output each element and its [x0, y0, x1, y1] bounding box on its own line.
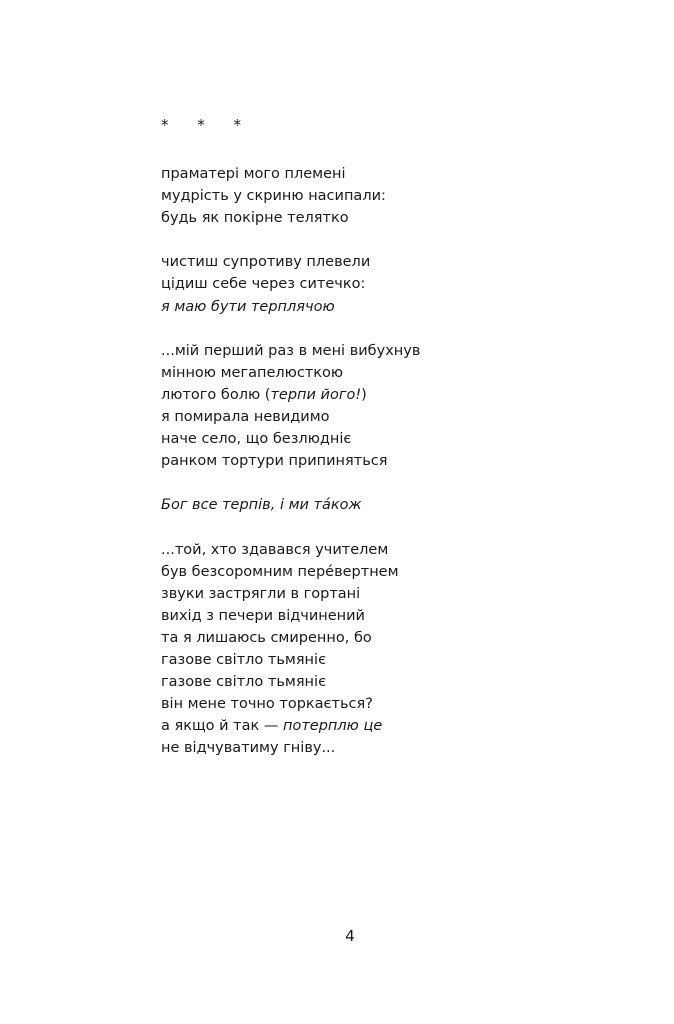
stanza-5	[161, 539, 621, 760]
poem-line-italic: я маю бути терплячою	[161, 298, 335, 315]
poem-line: вихід з печери відчинений	[161, 607, 365, 624]
poem-line-italic: Бог все терпів, і ми тáкож	[161, 497, 362, 514]
poem-line: цідиш себе через ситечко:	[161, 276, 366, 293]
poem-line: газове світло тьмяніє	[161, 652, 327, 669]
poem-line: ...мій перший раз в мені вибухнув	[161, 342, 421, 359]
poem-line: мінною мегапелюсткою	[161, 364, 344, 381]
poem-line: ранком тортури припиняться	[161, 453, 388, 470]
stanza-3	[161, 340, 621, 473]
poem-line: та я лишаюсь смиренно, бо	[161, 629, 372, 646]
italic-phrase: потерплю це	[282, 718, 383, 735]
poem-line: він мене точно торкається?	[161, 696, 373, 713]
poem-line: звуки застрягли в гортані	[161, 585, 361, 602]
poem-line: лютого болю (терпи його!)	[161, 386, 367, 403]
poem-line: я помирала невидимо	[161, 409, 330, 426]
poem-line: наче село, що безлюдніє	[161, 431, 352, 448]
poem-line: не відчуватиму гніву...	[161, 740, 336, 757]
poem-line: мудрість у скриню насипали:	[161, 188, 386, 205]
page-number: 4	[345, 927, 355, 945]
italic-phrase: терпи його!	[270, 386, 362, 403]
poem-line: чистиш супротиву плевели	[161, 254, 371, 271]
stanza-1	[161, 163, 621, 229]
poem-line: ...той, хто здавався учителем	[161, 541, 389, 558]
stanza-2	[161, 251, 621, 317]
section-separator: * * *	[161, 116, 254, 134]
poem-line: а якщо й так — потерплю це	[161, 718, 383, 735]
poem-line: був безсоромним перéвертнем	[161, 563, 399, 580]
stanza-4	[161, 494, 621, 516]
poem-line: праматері̇ мого племені	[161, 166, 346, 182]
poem-text	[161, 163, 621, 782]
poem-line: газове світло тьмяніє	[161, 674, 327, 691]
poem-line: будь як покірне телятко	[161, 210, 349, 227]
